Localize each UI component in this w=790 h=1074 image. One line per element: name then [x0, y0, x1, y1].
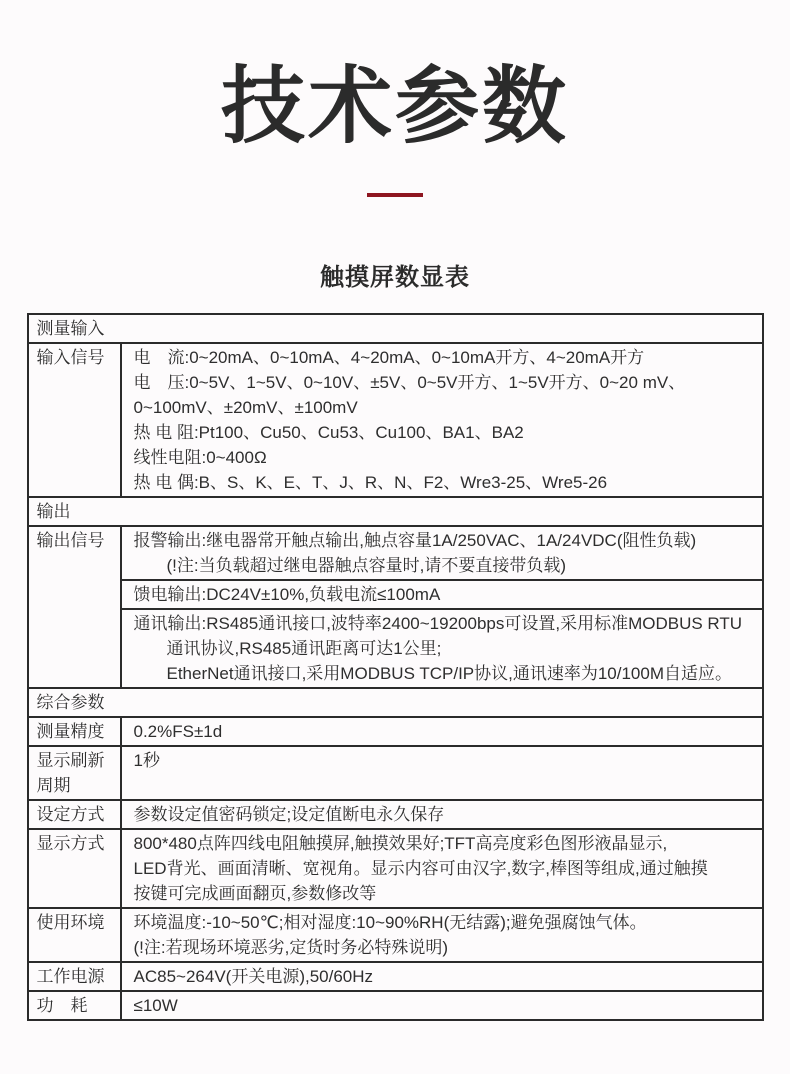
row-value-accuracy: 0.2%FS±1d	[121, 717, 763, 746]
product-subtitle: 触摸屏数显表	[320, 263, 470, 291]
spec-line-ethernet: EtherNet通讯接口,采用MODBUS TCP/IP协议,通讯速率为10/100M自适应。	[166, 663, 733, 683]
section-header-output: 输出	[28, 497, 763, 526]
section-row-measure-input	[28, 314, 763, 343]
spec-line-alarm-output: 报警输出:继电器常开触点输出,触点容量1A/250VAC、1A/24VDC(阻性负载)	[133, 530, 697, 550]
page-title: 技术参数	[220, 59, 569, 153]
spec-line-voltage: 电 压:0~5V、1~5V、0~10V、±5V、0~5V开方、1~5V开方、0~20 mV、	[133, 372, 686, 392]
row-input-signal	[28, 343, 763, 497]
row-value-setting-mode: 参数设定值密码锁定;设定值断电永久保存	[121, 800, 763, 829]
spec-line-alarm-note: (!注:当负载超过继电器触点容量时,请不要直接带负载)	[166, 555, 566, 575]
row-value-comm-output	[121, 609, 763, 688]
row-output-signal-alarm	[28, 526, 763, 580]
row-value-display-mode	[121, 829, 763, 908]
row-value-alarm-output	[121, 526, 763, 580]
row-power-consumption	[28, 991, 763, 1020]
row-value-power-supply: AC85~264V(开关电源),50/60Hz	[121, 962, 763, 991]
row-value-feed-output	[121, 580, 763, 609]
spec-line-environment-2: (!注:若现场环境恶劣,定货时务必特殊说明)	[133, 937, 448, 957]
row-value-power-consumption: ≤10W	[121, 991, 763, 1020]
spec-line-comm-protocol: 通讯协议,RS485通讯距离可达1公里;	[166, 638, 442, 658]
spec-line-current: 电 流:0~20mA、0~10mA、4~20mA、0~10mA开方、4~20mA开方	[133, 347, 645, 367]
row-label-output-signal: 输出信号	[28, 526, 121, 688]
row-label-display-mode: 显示方式	[28, 829, 121, 908]
section-row-output	[28, 497, 763, 526]
row-power-supply	[28, 962, 763, 991]
row-value-input-signal	[121, 343, 763, 497]
spec-line-display-1: 800*480点阵四线电阻触摸屏,触摸效果好;TFT高亮度彩色图形液晶显示,	[133, 833, 668, 853]
spec-line-environment-1: 环境温度:-10~50℃;相对湿度:10~90%RH(无结露);避免强腐蚀气体。	[133, 912, 647, 932]
spec-line-display-3: 按键可完成画面翻页,参数修改等	[133, 883, 377, 903]
spec-line-feed-output: 馈电输出:DC24V±10%,负载电流≤100mA	[133, 584, 441, 604]
row-label-power-supply: 工作电源	[28, 962, 121, 991]
spec-line-rtd: 热 电 阻:Pt100、Cu50、Cu53、Cu100、BA1、BA2	[133, 422, 524, 442]
row-environment	[28, 908, 763, 962]
row-accuracy	[28, 717, 763, 746]
row-label-refresh-cycle: 显示刷新周期	[28, 746, 121, 800]
row-setting-mode	[28, 800, 763, 829]
section-row-general	[28, 688, 763, 717]
spec-line-thermocouple: 热 电 偶:B、S、K、E、T、J、R、N、F2、Wre3-25、Wre5-26	[133, 472, 608, 492]
row-refresh-cycle	[28, 746, 763, 800]
spec-line-linear-resistance: 线性电阻:0~400Ω	[133, 447, 267, 467]
section-header-measure-input: 测量输入	[28, 314, 763, 343]
row-value-environment	[121, 908, 763, 962]
row-output-signal-feed	[28, 580, 763, 609]
spec-line-comm-output: 通讯输出:RS485通讯接口,波特率2400~19200bps可设置,采用标准MODBUS RTU	[133, 613, 743, 633]
row-label-setting-mode: 设定方式	[28, 800, 121, 829]
row-label-environment: 使用环境	[28, 908, 121, 962]
section-header-general: 综合参数	[28, 688, 763, 717]
spec-line-voltage-cont: 0~100mV、±20mV、±100mV	[133, 397, 358, 417]
spec-table	[27, 313, 764, 1021]
row-value-refresh-cycle: 1秒	[121, 746, 763, 800]
row-display-mode	[28, 829, 763, 908]
row-label-input-signal: 输入信号	[28, 343, 121, 497]
row-label-accuracy: 测量精度	[28, 717, 121, 746]
spec-line-display-2: LED背光、画面清晰、宽视角。显示内容可由汉字,数字,棒图等组成,通过触摸	[133, 858, 708, 878]
row-output-signal-comm	[28, 609, 763, 688]
row-label-power-consumption: 功 耗	[28, 991, 121, 1020]
